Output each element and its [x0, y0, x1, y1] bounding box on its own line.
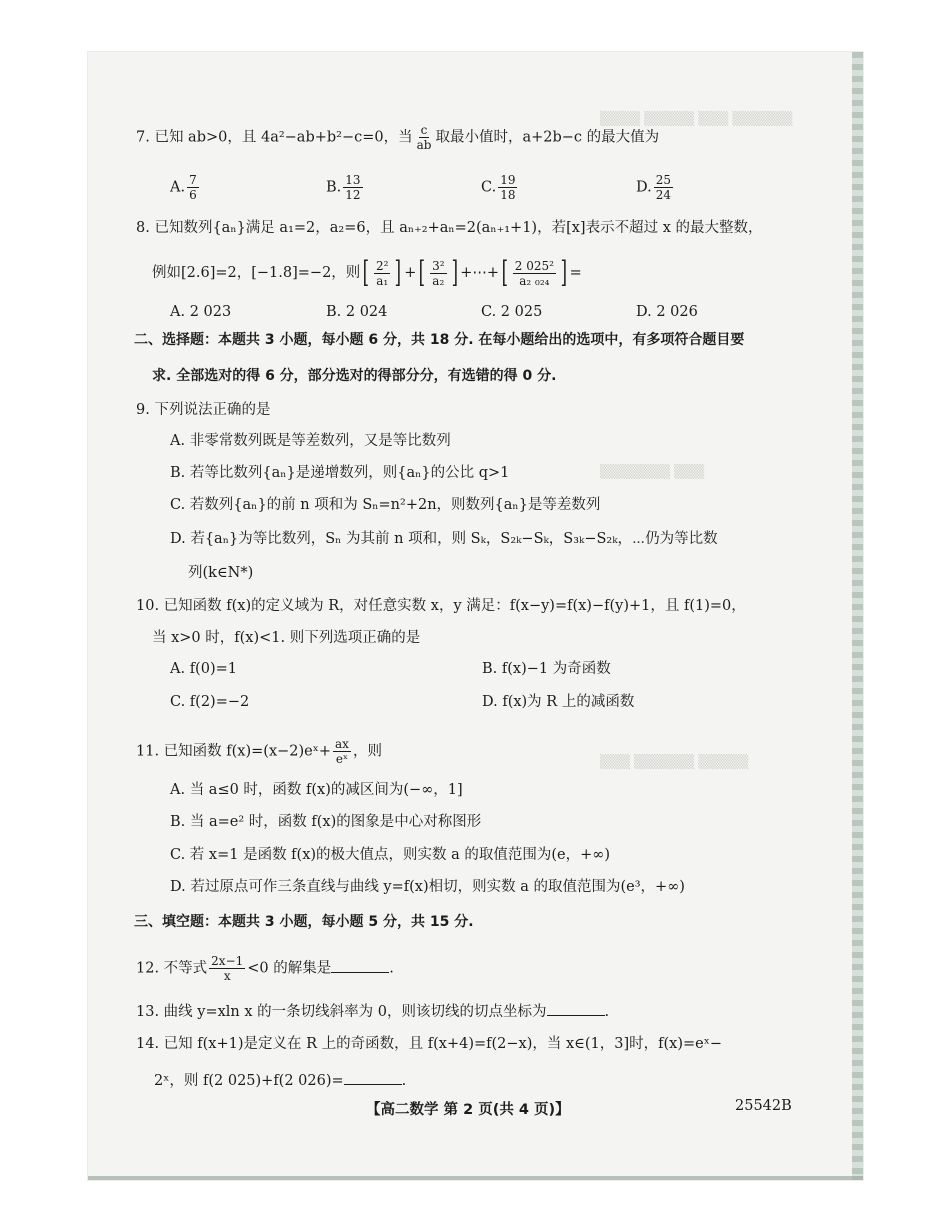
page-footer-title: 【高二数学 第 2 页(共 4 页)】 — [366, 1102, 570, 1118]
q12-stem-part: <0 的解集是 — [247, 960, 332, 977]
floor-term-2: [ $\frac{\text{3²}}{\text{a₂}}$ ] — [418, 255, 458, 290]
fraction-numerator: 3² — [432, 258, 445, 273]
q12-stem — [136, 955, 394, 982]
bleed-through-text: ▒▒▒ ▒▒▒▒▒▒ ▒▒▒▒▒ — [600, 755, 749, 770]
fraction-denominator: a₂ — [432, 273, 445, 288]
exam-code: 25542B — [735, 1098, 792, 1114]
q7-option-a: A. $\frac{7}{6}$ — [170, 173, 197, 202]
q14-stem-line1: 14. 已知 f(x+1)是定义在 R 上的奇函数，且 f(x+4)=f(2−x)，当 x∈(1，3]时，f(x)=eˣ− — [136, 1036, 723, 1052]
q7-stem — [136, 124, 659, 151]
fraction-denominator: ab — [416, 138, 432, 152]
q11-stem — [136, 738, 382, 765]
q11-fraction — [333, 738, 351, 765]
period: . — [401, 1073, 407, 1089]
fraction-numerator: 13 — [345, 173, 361, 187]
q9-option-b: B. 若等比数列{aₙ}是递增数列，则{aₙ}的公比 q>1 — [170, 465, 510, 481]
period: . — [604, 1004, 610, 1020]
q11-stem-part: ，则 — [352, 743, 382, 760]
fraction-numerator: 25 — [655, 173, 671, 187]
fraction-numerator: 2x−1 — [211, 954, 244, 968]
equals-sign: = — [569, 265, 582, 281]
q10-option-b: B. f(x)−1 为奇函数 — [482, 661, 611, 677]
plus-sign: + — [404, 265, 417, 281]
q7-option-b: B. $\frac{13}{12}$ — [326, 173, 361, 202]
q12-stem-part: 12. 不等式 — [136, 960, 208, 977]
section3-heading: 三、填空题：本题共 3 小题，每小题 5 分，共 15 分. — [134, 914, 474, 930]
q7-stem-part: 取最小值时，a+2b−c 的最大值为 — [435, 129, 660, 146]
q9-option-d-line1: D. 若{aₙ}为等比数列，Sₙ 为其前 n 项和，则 Sₖ，S₂ₖ−Sₖ，S₃ₖ−S₂ₖ，⋯仍为等比数 — [170, 531, 718, 547]
scan-edge-right — [852, 52, 863, 1180]
scan-edge-bottom — [88, 1176, 863, 1180]
period: . — [389, 960, 394, 977]
fraction-denominator: a₁ — [376, 273, 389, 288]
floor-term-3: [ $\frac{\text{2 025²}}{\text{a₂ ₀₂₄}}$ ] — [501, 255, 568, 290]
q13-stem — [136, 1001, 609, 1022]
bleed-through-text: ▒▒▒▒▒▒▒ ▒▒▒ — [600, 465, 705, 480]
fraction-denominator: x — [223, 969, 231, 983]
plus-ellipsis: +⋯+ — [460, 265, 500, 281]
q9-stem: 9. 下列说法正确的是 — [136, 402, 271, 418]
q10-option-c: C. f(2)=−2 — [170, 694, 250, 710]
q10-stem-line2: 当 x>0 时，f(x)<1. 则下列选项正确的是 — [152, 630, 421, 646]
q10-option-d: D. f(x)为 R 上的减函数 — [482, 694, 635, 710]
fraction-denominator: eˣ — [335, 752, 349, 766]
q9-option-a: A. 非零常数列既是等差数列，又是等比数列 — [170, 433, 451, 449]
q11-option-d: D. 若过原点可作三条直线与曲线 y=f(x)相切，则实数 a 的取值范围为(e³，+∞) — [170, 879, 685, 895]
section2-heading-line1: 二、选择题：本题共 3 小题，每小题 6 分，共 18 分. 在每小题给出的选项中，有多项符合题目要 — [134, 332, 745, 348]
q7-fraction — [415, 124, 434, 151]
q12-fraction — [209, 955, 245, 982]
q14-answer-blank[interactable] — [344, 1070, 402, 1085]
q10-option-a: A. f(0)=1 — [170, 661, 237, 677]
fraction-denominator: 6 — [189, 188, 197, 202]
q7-option-c: C. $\frac{19}{18}$ — [481, 173, 516, 202]
fraction-denominator: a₂ ₀₂₄ — [519, 273, 550, 288]
fraction-numerator: 2 025² — [514, 258, 554, 273]
q11-option-c: C. 若 x=1 是函数 f(x)的极大值点，则实数 a 的取值范围为(e，+∞) — [170, 847, 611, 863]
floor-term-1: [ $\frac{\text{2²}}{\text{a₁}}$ ] — [362, 255, 402, 290]
q13-answer-blank[interactable] — [547, 1001, 605, 1016]
q11-stem-part: 11. 已知函数 f(x)=(x−2)eˣ+ — [136, 743, 332, 760]
fraction-numerator: 19 — [500, 173, 516, 187]
q8-option-c: C. 2 025 — [481, 304, 543, 320]
q11-option-a: A. 当 a≤0 时，函数 f(x)的减区间为(−∞，1] — [170, 782, 463, 798]
q7-option-d: D. $\frac{25}{24}$ — [636, 173, 671, 202]
section2-heading-line2: 求. 全部选对的得 6 分，部分选对的得部分分，有选错的得 0 分. — [152, 368, 557, 384]
q14-stem-line2 — [154, 1070, 406, 1091]
fraction-denominator: 24 — [655, 188, 671, 202]
q8-stem-line1: 8. 已知数列{aₙ}满足 a₁=2，a₂=6，且 aₙ₊₂+aₙ=2(aₙ₊₁+1)，若[x]表示不超过 x 的最大整数， — [136, 220, 763, 236]
q14-stem-part: 2ˣ，则 f(2 025)+f(2 026)= — [154, 1073, 344, 1089]
q8-stem-line2 — [152, 255, 582, 290]
q8-option-a: A. 2 023 — [170, 304, 232, 320]
q13-stem-part: 13. 曲线 y=xln x 的一条切线斜率为 0，则该切线的切点坐标为 — [136, 1004, 547, 1020]
fraction-denominator: 18 — [500, 188, 516, 202]
fraction-numerator: 7 — [189, 173, 197, 187]
q11-option-b: B. 当 a=e² 时，函数 f(x)的图象是中心对称图形 — [170, 814, 482, 830]
fraction-numerator: 2² — [376, 258, 389, 273]
bleed-through-text: ▒▒▒▒ ▒▒▒▒▒ ▒▒▒ ▒▒▒▒▒▒ — [600, 112, 793, 127]
fraction-numerator: ax — [335, 737, 349, 751]
fraction-denominator: 12 — [345, 188, 361, 202]
q8-stem-part: 例如[2.6]=2，[−1.8]=−2，则 — [152, 265, 361, 281]
q9-option-d-line2: 列(k∈N*) — [188, 565, 254, 581]
fraction-numerator: c — [420, 123, 428, 137]
q12-answer-blank[interactable] — [331, 958, 389, 973]
q7-stem-part: 7. 已知 ab>0，且 4a²−ab+b²−c=0，当 — [136, 129, 413, 146]
q10-stem-line1: 10. 已知函数 f(x)的定义域为 R，对任意实数 x，y 满足：f(x−y)=f(x)−f(y)+1，且 f(1)=0， — [136, 598, 746, 614]
q9-option-c: C. 若数列{aₙ}的前 n 项和为 Sₙ=n²+2n，则数列{aₙ}是等差数列 — [170, 497, 601, 513]
q8-option-b: B. 2 024 — [326, 304, 388, 320]
q8-option-d: D. 2 026 — [636, 304, 698, 320]
